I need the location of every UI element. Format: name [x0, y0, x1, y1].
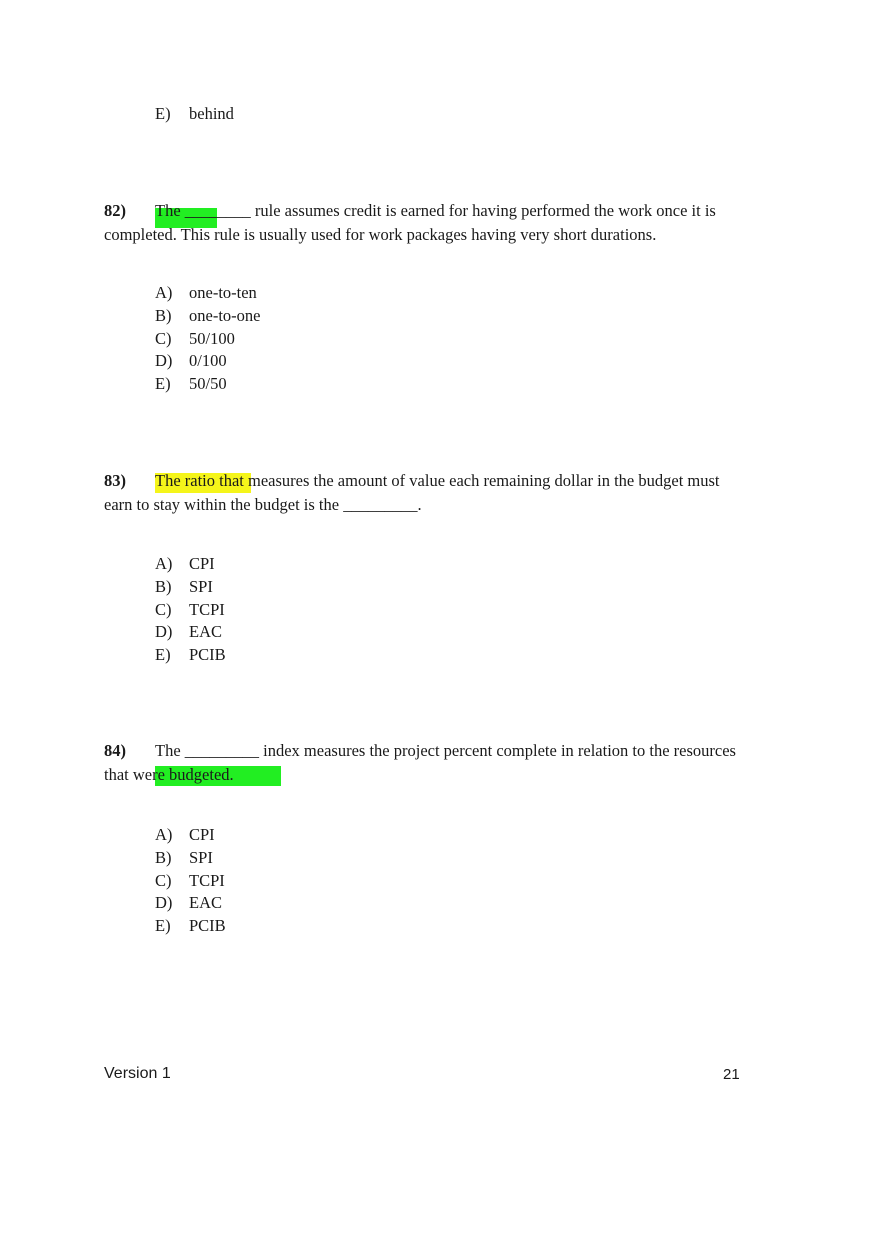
option-letter: B): [155, 305, 172, 325]
option-c: [155, 870, 226, 893]
option-e: [155, 644, 226, 667]
option-letter: A): [155, 283, 173, 302]
option-letter: E): [155, 374, 171, 394]
option-text: TCPI: [189, 599, 225, 619]
option-list: [155, 824, 226, 938]
option-text: 50/100: [189, 328, 235, 348]
option-text: one-to-ten: [189, 283, 257, 302]
option-letter: B): [155, 576, 172, 596]
question-line-1: The _________ index measures the project percent complete in relation to the resources: [155, 741, 736, 760]
option-b: [155, 305, 260, 328]
option-letter: C): [155, 870, 172, 890]
option-text: TCPI: [189, 870, 225, 890]
option-text: PCIB: [189, 645, 226, 665]
option-text: behind: [189, 104, 234, 123]
option-text: SPI: [189, 576, 213, 596]
question-number: 82): [104, 201, 126, 220]
option-c: [155, 599, 226, 622]
option-text: 0/100: [189, 351, 227, 371]
option-a: [155, 824, 226, 847]
question-line-2: that were budgeted.: [104, 765, 234, 784]
option-letter: E): [155, 645, 171, 665]
option-letter: C): [155, 599, 172, 619]
option-text: one-to-one: [189, 305, 261, 325]
option-e: [155, 373, 260, 396]
option-c: [155, 328, 260, 351]
option-letter: D): [155, 622, 173, 642]
question-line-2: earn to stay within the budget is the _________.: [104, 495, 422, 514]
option-b: [155, 847, 226, 870]
option-text: CPI: [189, 825, 215, 844]
option-a: [155, 553, 226, 576]
option-letter: A): [155, 825, 173, 844]
option-e: [155, 915, 226, 938]
question-number: 84): [104, 741, 126, 760]
option-text: 50/50: [189, 374, 227, 394]
option-text: CPI: [189, 554, 215, 573]
option-d: [155, 621, 226, 644]
question-line-2: completed. This rule is usually used for work packages having very short durations.: [104, 225, 657, 244]
question-line-1: The ratio that measures the amount of value each remaining dollar in the budget must: [155, 471, 720, 490]
prev-option-e: [155, 103, 234, 126]
option-list: [155, 282, 260, 396]
option-letter: B): [155, 847, 172, 867]
footer-page-number: 21: [723, 1066, 740, 1083]
option-d: [155, 892, 226, 915]
option-letter: E): [155, 104, 171, 123]
option-b: [155, 576, 226, 599]
option-a: [155, 282, 260, 305]
option-letter: D): [155, 351, 173, 371]
option-letter: A): [155, 554, 173, 573]
option-text: EAC: [189, 622, 222, 642]
option-letter: C): [155, 328, 172, 348]
footer-version: Version 1: [104, 1065, 171, 1082]
option-text: SPI: [189, 847, 213, 867]
option-text: PCIB: [189, 916, 226, 936]
question-line-1: The ________ rule assumes credit is earned for having performed the work once it is: [155, 201, 716, 220]
option-d: [155, 350, 260, 373]
question-number: 83): [104, 471, 126, 490]
option-letter: D): [155, 893, 173, 913]
option-list: [155, 553, 226, 667]
option-letter: E): [155, 916, 171, 936]
option-text: EAC: [189, 893, 222, 913]
